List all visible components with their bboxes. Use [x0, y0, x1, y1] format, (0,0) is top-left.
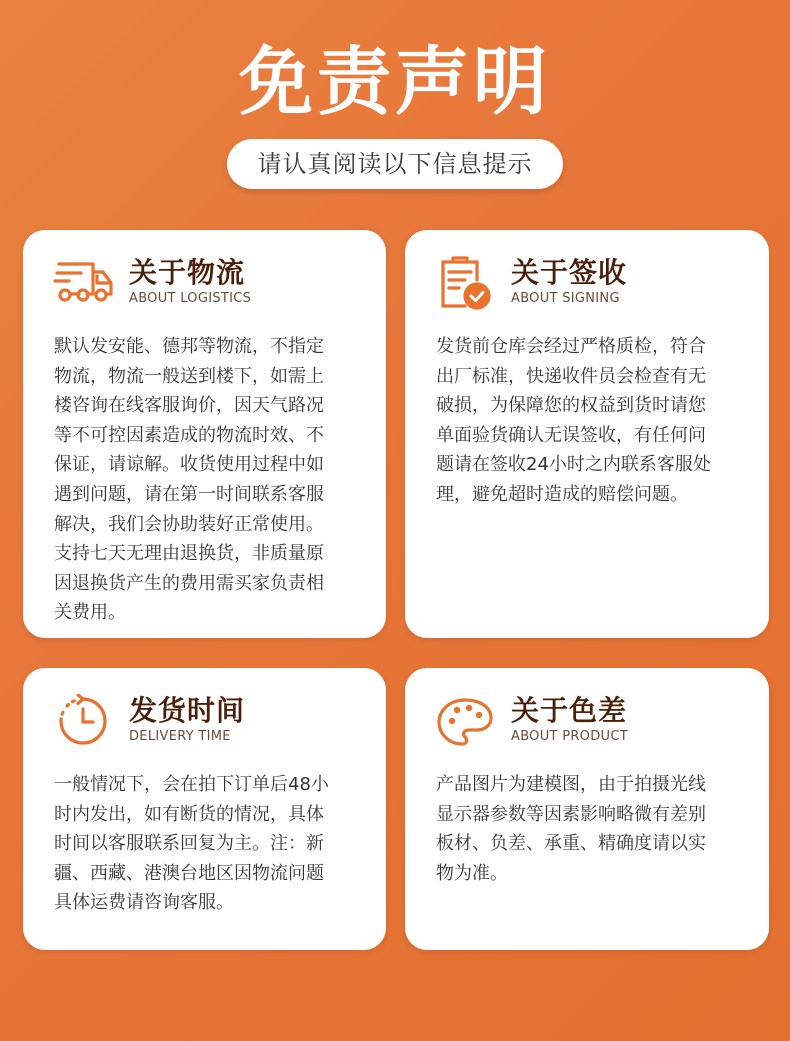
body-line: 板材、负差、承重、精确度请以实 — [436, 833, 706, 855]
notice-banner: 请认真阅读以下信息提示 — [227, 139, 563, 189]
card-body — [436, 770, 741, 888]
body-line: 题请在签收24小时之内联系客服处 — [436, 454, 711, 476]
card-subtitle: ABOUT LOGISTICS — [129, 291, 252, 306]
page-title: 免责声明 — [239, 39, 551, 125]
body-line: 出厂标准，快递收件员会检查有无 — [436, 365, 706, 387]
body-line: 时间以客服联系回复为主。注：新 — [54, 833, 324, 855]
card-title: 发货时间 — [129, 694, 246, 727]
body-line: 一般情况下，会在拍下订单后48小 — [54, 774, 329, 795]
body-line: 具体运费请咨询客服。 — [54, 892, 234, 914]
clipboard-check-icon — [435, 256, 499, 312]
body-line: 发货前仓库会经过严格质检，符合 — [436, 336, 706, 357]
card-subtitle: ABOUT PRODUCT — [511, 729, 628, 744]
clock-icon — [53, 694, 117, 750]
body-line: 楼咨询在线客服询价，因天气路况 — [54, 395, 324, 417]
body-line: 物流，物流一般送到楼下，如需上 — [54, 365, 324, 387]
logistics-card — [23, 230, 386, 638]
body-line: 解决，我们会协助装好正常使用。 — [54, 513, 324, 535]
body-line: 遇到问题，请在第一时间联系客服 — [54, 483, 324, 505]
body-line: 默认发安能、德邦等物流，不指定 — [54, 336, 324, 357]
color-difference-card — [405, 668, 769, 950]
body-line: 单面验货确认无误签收，有任何问 — [436, 424, 706, 446]
signing-card — [405, 230, 769, 638]
delivery-time-card — [23, 668, 386, 950]
card-title: 关于签收 — [511, 256, 628, 289]
delivery-truck-icon — [53, 256, 117, 312]
body-line: 时内发出，如有断货的情况，具体 — [54, 803, 324, 825]
body-line: 产品图片为建模图，由于拍摄光线 — [436, 774, 706, 795]
card-subtitle: ABOUT SIGNING — [511, 291, 620, 306]
card-body — [436, 332, 741, 510]
body-line: 疆、西藏、港澳台地区因物流问题 — [54, 862, 324, 884]
body-line: 物为准。 — [436, 862, 508, 884]
card-title: 关于色差 — [511, 694, 628, 727]
card-title: 关于物流 — [129, 256, 246, 289]
body-line: 破损，为保障您的权益到货时请您 — [436, 395, 706, 417]
body-line: 因退换货产生的费用需买家负责相 — [54, 572, 324, 594]
body-line: 显示器参数等因素影响略微有差别 — [436, 803, 706, 825]
body-line: 等不可控因素造成的物流时效、不 — [54, 424, 324, 446]
body-line: 理，避免超时造成的赔偿问题。 — [436, 483, 688, 505]
body-line: 关费用。 — [54, 602, 126, 624]
body-line: 支持七天无理由退换货，非质量原 — [54, 543, 324, 565]
card-body — [54, 332, 359, 628]
card-subtitle: DELIVERY TIME — [129, 729, 231, 744]
card-body — [54, 770, 359, 918]
palette-icon — [435, 694, 499, 750]
body-line: 保证，请谅解。收货使用过程中如 — [54, 454, 324, 476]
